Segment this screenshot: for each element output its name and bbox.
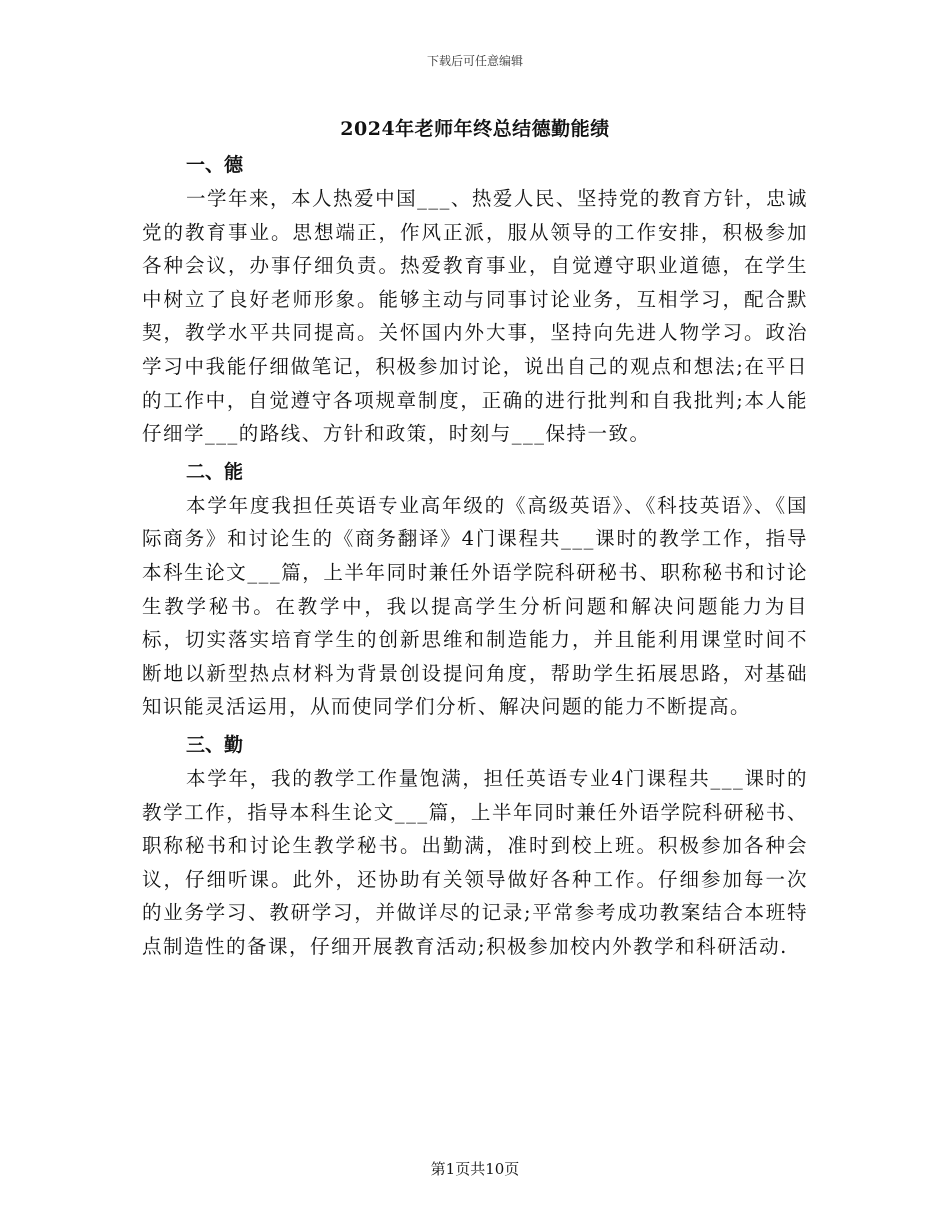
section-paragraph-de: 一学年来，本人热爱中国___、热爱人民、坚持党的教育方针，忠诚党的教育事业。思想端正，作风正派，服从领导的工作安排，积极参加各种会议，办事仔细负责。热爱教育事业，自觉遵守职业道德，在学生中树立了良好老师形象。能够主动与同事讨论业务，互相学习，配合默契，教学水平共同提高。关怀国内外大事，坚持向先进人物学习。政治学习中我能仔细做笔记，积极参加讨论，说出自己的观点和想法;在平日的工作中，自觉遵守各项规章制度，正确的进行批判和自我批判;本人能仔细学___的路线、方针和政策，时刻与___保持一致。 xyxy=(142,187,808,446)
section-heading-de: 一、德 xyxy=(186,154,244,176)
section-paragraph-neng: 本学年度我担任英语专业高年级的《高级英语》、《科技英语》、《国际商务》和讨论生的《商务翻译》4门课程共___课时的教学工作，指导本科生论文___篇，上半年同时兼任外语学院科研秘书、职称秘书和讨论生教学秘书。在教学中，我以提高学生分析问题和解决问题能力为目标，切实落实培育学生的创新思维和制造能力，并且能利用课堂时间不断地以新型热点材料为背景创设提问角度，帮助学生拓展思路，对基础知识能灵活运用，从而使同学们分析、解决问题的能力不断提高。 xyxy=(142,493,808,719)
page-footer: 第1页共10页 xyxy=(430,1160,520,1178)
document-body xyxy=(142,148,808,963)
document-title: 2024年老师年终总结德勤能绩 xyxy=(340,118,610,140)
section-qin xyxy=(142,728,808,964)
section-neng xyxy=(142,455,808,724)
header-note: 下载后可任意编辑 xyxy=(426,54,523,68)
section-heading-neng: 二、能 xyxy=(186,460,244,483)
section-de xyxy=(142,148,808,451)
section-heading-qin: 三、勤 xyxy=(186,733,244,756)
section-paragraph-qin: 本学年，我的教学工作量饱满，担任英语专业4门课程共___课时的教学工作，指导本科生论文___篇，上半年同时兼任外语学院科研秘书、职称秘书和讨论生教学秘书。出勤满，准时到校上班。积极参加各种会议，仔细听课。此外，还协助有关领导做好各种工作。仔细参加每一次的业务学习、教研学习，并做详尽的记录;平常参考成功教案结合本班特点制造性的备课，仔细开展教育活动;积极参加校内外教学和科研活动. xyxy=(142,766,808,958)
